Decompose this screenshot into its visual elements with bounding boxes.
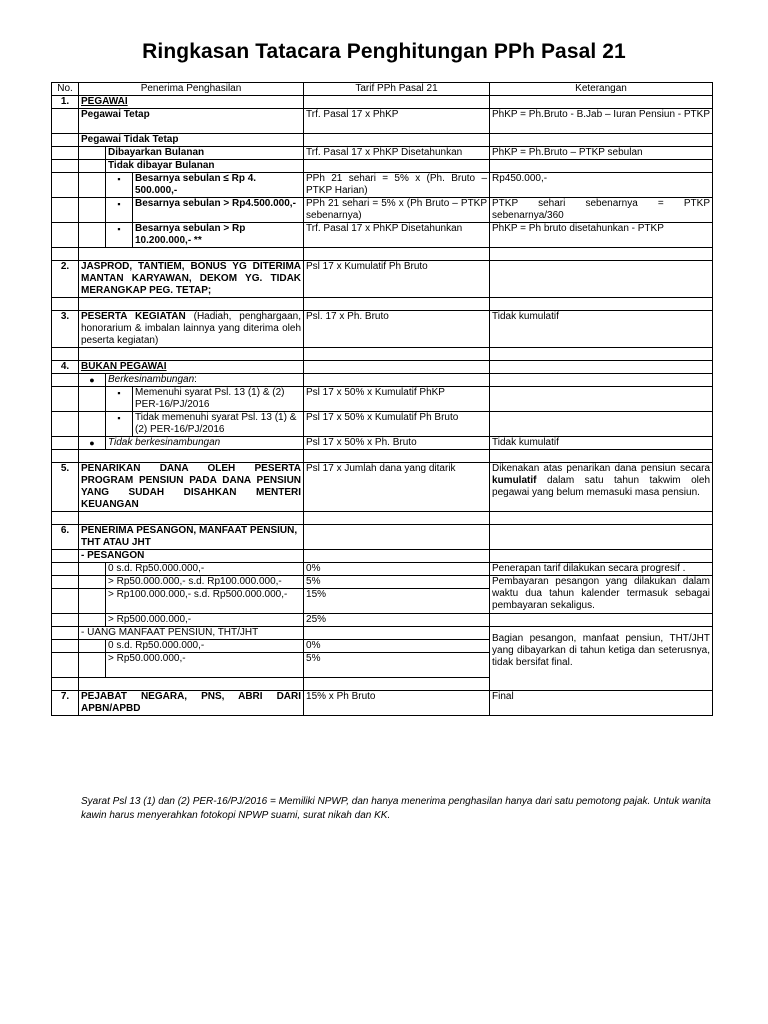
pph21-summary-table	[51, 82, 713, 716]
table-row	[52, 374, 713, 387]
row-number: 6.	[52, 525, 79, 550]
bullet-icon: ▪	[106, 173, 133, 198]
row-number: 3.	[52, 311, 79, 348]
section-label: PEGAWAI	[79, 96, 304, 109]
row-label: > Rp100.000.000,- s.d. Rp500.000.000,-	[106, 589, 304, 614]
table-row	[52, 361, 713, 374]
row-keterangan: PhKP = Ph.Bruto – PTKP sebulan	[490, 147, 713, 160]
table-row	[52, 437, 713, 450]
header-keterangan: Keterangan	[490, 83, 713, 96]
row-label	[106, 374, 304, 387]
table-row	[52, 691, 713, 716]
page-title: Ringkasan Tatacara Penghitungan PPh Pasal 21	[142, 40, 626, 63]
footnote: Syarat Psl 13 (1) dan (2) PER-16/PJ/2016 = Memiliki NPWP, dan hanya menerima penghasilan hanya dari satu pemotong pajak. Untuk wanita kawin harus menyerahkan fotokopi NPWP suami, surat nikah dan KK.	[81, 796, 711, 821]
row-label: 0 s.d. Rp50.000.000,-	[106, 563, 304, 576]
row-number: 2.	[52, 261, 79, 298]
row-label: Tidak berkesinambungan	[106, 437, 304, 450]
row-keterangan: Tidak kumulatif	[490, 437, 713, 450]
header-tarif: Tarif PPh Pasal 21	[304, 83, 490, 96]
table-row	[52, 412, 713, 437]
table-row	[52, 134, 713, 147]
header-penerima: Penerima Penghasilan	[79, 83, 304, 96]
row-label-colon: :	[194, 374, 197, 385]
table-header-row	[52, 83, 713, 96]
row-label: > Rp500.000.000,-	[106, 614, 304, 627]
table-row	[52, 463, 713, 512]
spacer-row	[52, 348, 713, 361]
table-row	[52, 223, 713, 248]
row-tarif: Psl 17 x Kumulatif Ph Bruto	[304, 261, 490, 298]
row-keterangan: Pembayaran pesangon yang dilakukan dalam waktu dua tahun kalender termasuk sebagai pembayaran sekaligus.	[490, 576, 713, 614]
row-label: Pegawai Tetap	[79, 109, 304, 134]
row-tarif: PPh 21 sehari = 5% x (Ph Bruto – PTKP sebenarnya)	[304, 198, 490, 223]
spacer-row	[52, 512, 713, 525]
row-label-text: Berkesinambungan	[108, 374, 195, 385]
row-tarif: Psl 17 x 50% x Ph. Bruto	[304, 437, 490, 450]
table-row	[52, 563, 713, 576]
bullet-icon: ▪	[106, 198, 133, 223]
table-row	[52, 109, 713, 134]
table-row	[52, 160, 713, 173]
row-number: 1.	[52, 96, 79, 109]
subsection-label: - PESANGON	[79, 550, 304, 563]
row-label: Memenuhi syarat Psl. 13 (1) & (2) PER-16/PJ/2016	[133, 387, 304, 412]
row-tarif: Psl 17 x 50% x Kumulatif Ph Bruto	[304, 412, 490, 437]
row-tarif: PPh 21 sehari = 5% x (Ph. Bruto – PTKP Harian)	[304, 173, 490, 198]
row-label: Dibayarkan Bulanan	[106, 147, 304, 160]
table-row	[52, 173, 713, 198]
table-row	[52, 525, 713, 550]
row-rate: 0%	[304, 563, 490, 576]
row-label: Tidak dibayar Bulanan	[106, 160, 304, 173]
row-tarif: Psl. 17 x Ph. Bruto	[304, 311, 490, 348]
row-label: Besarnya sebulan ≤ Rp 4. 500.000,-	[133, 173, 304, 198]
row-keterangan: PhKP = Ph.Bruto - B.Jab – Iuran Pensiun - PTKP	[490, 109, 713, 134]
section-label: PEJABAT NEGARA, PNS, ABRI DARI APBN/APBD	[79, 691, 304, 716]
row-rate: 25%	[304, 614, 490, 627]
section-label: BUKAN PEGAWAI	[79, 361, 304, 374]
row-keterangan: Penerapan tarif dilakukan secara progresif .	[490, 563, 713, 576]
bullet-icon: ▪	[106, 412, 133, 437]
ket-post: dalam satu tahun takwim oleh pegawai yang belum memasuki masa pensiun.	[492, 475, 711, 498]
row-tarif: Psl 17 x Jumlah dana yang ditarik	[304, 463, 490, 512]
bullet-icon: ▪	[106, 223, 133, 248]
row-tarif: Trf. Pasal 17 x PhKP Disetahunkan	[304, 147, 490, 160]
row-label: > Rp50.000.000,- s.d. Rp100.000.000,-	[106, 576, 304, 589]
row-tarif: Trf. Pasal 17 x PhKP Disetahunkan	[304, 223, 490, 248]
row-keterangan: Rp450.000,-	[490, 173, 713, 198]
table-row	[52, 311, 713, 348]
row-number: 7.	[52, 691, 79, 716]
row-number: 5.	[52, 463, 79, 512]
table-row	[52, 576, 713, 589]
spacer-row	[52, 450, 713, 463]
row-tarif: 15% x Ph Bruto	[304, 691, 490, 716]
row-label: Tidak memenuhi syarat Psl. 13 (1) & (2) PER-16/PJ/2016	[133, 412, 304, 437]
table-row	[52, 627, 713, 640]
section-label: PENERIMA PESANGON, MANFAAT PENSIUN, THT ATAU JHT	[79, 525, 304, 550]
row-keterangan	[490, 463, 713, 512]
ket-pre: Dikenakan atas penarikan dana pensiun secara	[492, 463, 711, 474]
section-label-bold: PESERTA KEGIATAN	[81, 311, 186, 322]
row-keterangan: Final	[490, 691, 713, 716]
table-row	[52, 550, 713, 563]
row-label: Pegawai Tidak Tetap	[79, 134, 304, 147]
row-rate: 5%	[304, 653, 490, 678]
row-rate: 15%	[304, 589, 490, 614]
table-row	[52, 614, 713, 627]
row-keterangan: PhKP = Ph bruto disetahunkan - PTKP	[490, 223, 713, 248]
section-label: PENARIKAN DANA OLEH PESERTA PROGRAM PENSIUN PADA DANA PENSIUN YANG SUDAH DISAHKAN MENTERI KEUANGAN	[79, 463, 304, 512]
dot-bullet-icon: ●	[79, 437, 106, 450]
row-keterangan: Bagian pesangon, manfaat pensiun, THT/JHT yang dibayarkan di tahun ketiga dan seterusnya, tidak bersifat final.	[490, 627, 713, 691]
table-row	[52, 387, 713, 412]
row-rate: 5%	[304, 576, 490, 589]
row-label: Besarnya sebulan > Rp4.500.000,-	[133, 198, 304, 223]
row-tarif: Trf. Pasal 17 x PhKP	[304, 109, 490, 134]
ket-bold: kumulatif	[492, 475, 537, 486]
row-label: 0 s.d. Rp50.000.000,-	[106, 640, 304, 653]
row-keterangan: Tidak kumulatif	[490, 311, 713, 348]
row-number: 4.	[52, 361, 79, 374]
row-label: Besarnya sebulan > Rp 10.200.000,- **	[133, 223, 304, 248]
spacer-row	[52, 298, 713, 311]
header-no: No.	[52, 83, 79, 96]
row-tarif: Psl 17 x 50% x Kumulatif PhKP	[304, 387, 490, 412]
table-row	[52, 198, 713, 223]
subsection-label: - UANG MANFAAT PENSIUN, THT/JHT	[79, 627, 304, 640]
section-label-detail: (Hadiah, penghargaan, honorarium & imbalan lainnya yang diterima oleh peserta kegiatan)	[81, 311, 302, 346]
section-label	[79, 311, 304, 348]
table-row	[52, 261, 713, 298]
dot-bullet-icon: ●	[79, 374, 106, 387]
bullet-icon: ▪	[106, 387, 133, 412]
section-label: JASPROD, TANTIEM, BONUS YG DITERIMA MANTAN KARYAWAN, DEKOM YG. TIDAK MERANGKAP PEG. TETAP;	[79, 261, 304, 298]
spacer-row	[52, 248, 713, 261]
row-keterangan: PTKP sehari sebenarnya = PTKP sebenarnya/360	[490, 198, 713, 223]
table-row	[52, 96, 713, 109]
table-row	[52, 147, 713, 160]
row-rate: 0%	[304, 640, 490, 653]
row-label: > Rp50.000.000,-	[106, 653, 304, 678]
